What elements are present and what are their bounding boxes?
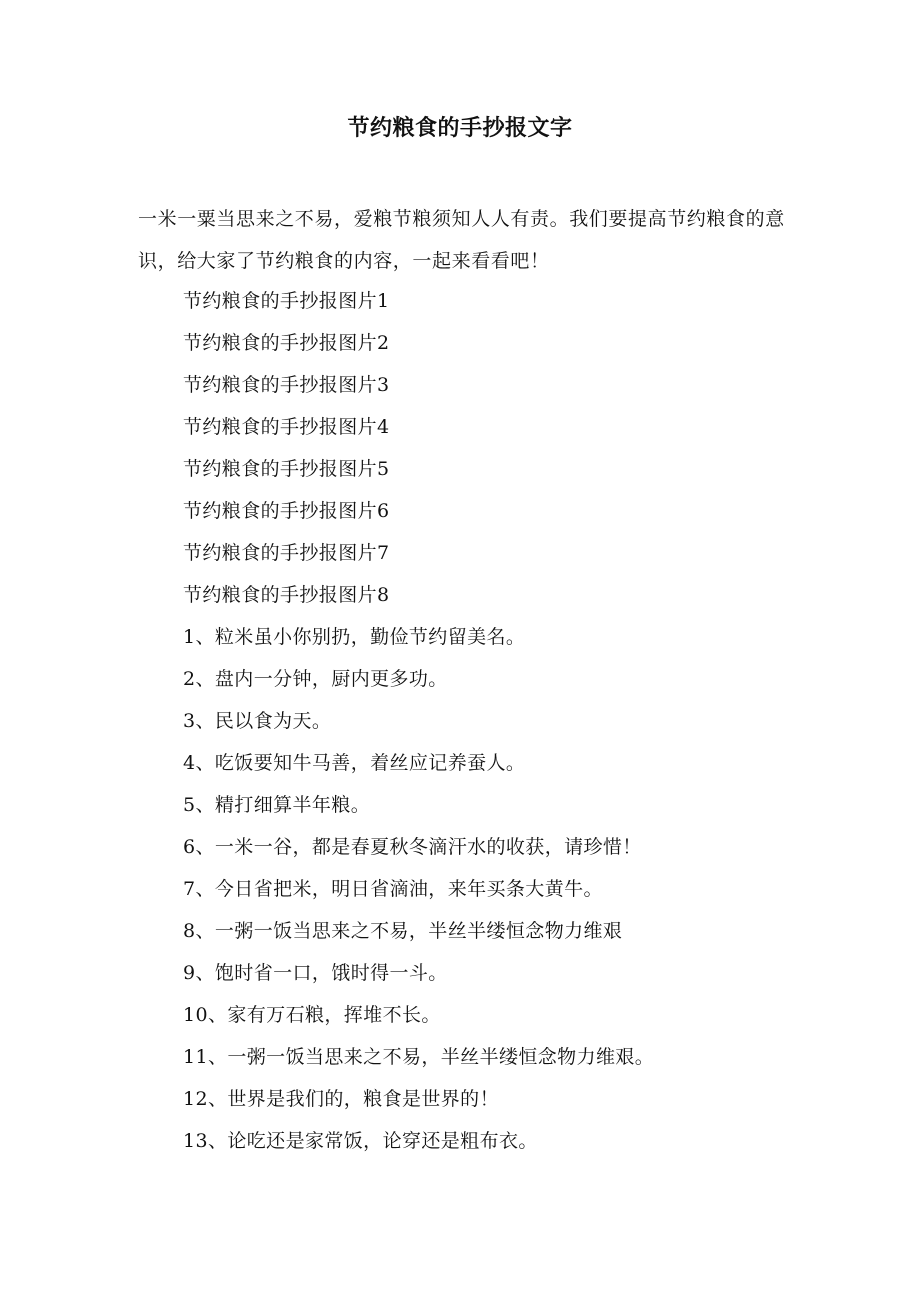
list-item: 11、一粥一饭当思来之不易，半丝半缕恒念物力维艰。 [183,1046,655,1068]
list-item: 4、吃饭要知牛马善，着丝应记养蚕人。 [183,752,526,774]
list-item: 节约粮食的手抄报图片7 [183,542,390,564]
list-item: 节约粮食的手抄报图片3 [183,374,390,396]
list-item: 2、盘内一分钟，厨内更多功。 [183,668,448,690]
list-item: 节约粮食的手抄报图片8 [183,584,390,606]
list-item: 5、精打细算半年粮。 [183,794,371,816]
list-item: 节约粮食的手抄报图片5 [183,458,390,480]
list-item: 12、世界是我们的，粮食是世界的！ [183,1088,499,1110]
content-list [183,280,803,1162]
list-item: 节约粮食的手抄报图片1 [183,290,390,312]
intro-paragraph: 一米一粟当思来之不易，爱粮节粮须知人人有责。我们要提高节约粮食的意识，给大家了节约粮食的内容，一起来看看吧！ [138,208,785,272]
list-item: 10、家有万石粮，挥堆不长。 [183,1004,441,1026]
list-item: 8、一粥一饭当思来之不易，半丝半缕恒念物力维艰 [183,920,623,942]
list-item: 7、今日省把米，明日省滴油，来年买条大黄牛。 [183,878,603,900]
list-item: 13、论吃还是家常饭，论穿还是粗布衣。 [183,1130,538,1152]
list-item: 9、饱时省一口，饿时得一斗。 [183,962,448,984]
list-item: 6、一米一谷，都是春夏秋冬滴汗水的收获，请珍惜！ [183,836,642,858]
document-title: 节约粮食的手抄报文字 [347,115,573,141]
list-item: 3、民以食为天。 [183,710,332,732]
list-item: 节约粮食的手抄报图片4 [183,416,390,438]
list-item: 节约粮食的手抄报图片6 [183,500,390,522]
list-item: 1、粒米虽小你别扔，勤俭节约留美名。 [183,626,526,648]
list-item: 节约粮食的手抄报图片2 [183,332,390,354]
